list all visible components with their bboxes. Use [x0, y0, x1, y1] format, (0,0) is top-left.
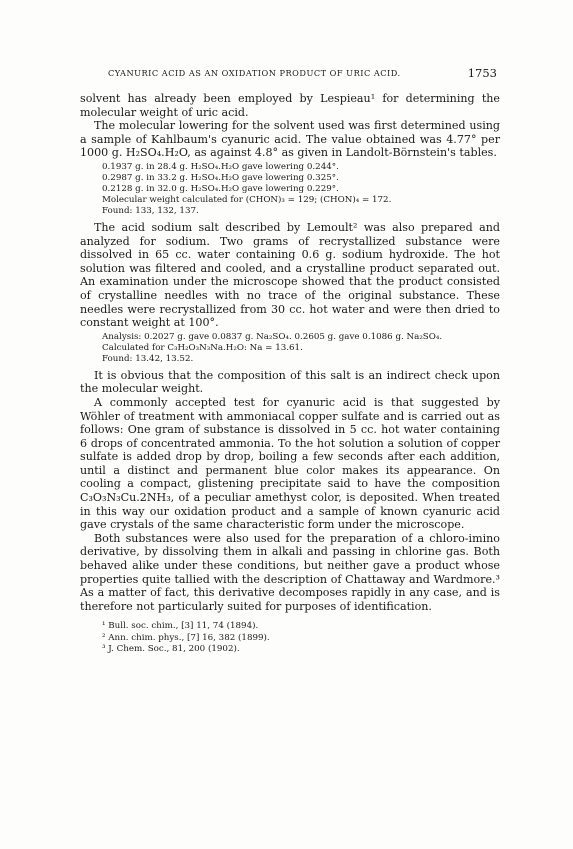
- footnote: ¹ Bull. soc. chim., [3] 11, 74 (1894).: [102, 621, 259, 632]
- running-head: CYANURIC ACID AS AN OXIDATION PRODUCT OF URIC ACID.: [108, 68, 401, 78]
- data-line: Molecular weight calculated for (CHON)₃ = 129; (CHON)₄ = 172.: [102, 194, 392, 205]
- data-line: Analysis: 0.2027 g. gave 0.0837 g. Na₂SO₄. 0.2605 g. gave 0.1086 g. Na₂SO₄.: [102, 331, 443, 342]
- footnote: ³ J. Chem. Soc., 81, 200 (1902).: [102, 644, 240, 655]
- data-line: 0.2128 g. in 32.0 g. H₂SO₄.H₂O gave lowering 0.229°.: [102, 183, 339, 194]
- freezing-point-data: [102, 162, 500, 217]
- paragraph-molecular-lowering: The molecular lowering for the solvent used was first determined using a sample of Kahlbaum's cyanuric acid. The value obtained was 4.77° per 1000 g. H₂SO₄.H₂O, as against 4.8° as given in Landolt-Börnstein's tables.: [80, 119, 500, 160]
- data-line: Found: 13.42, 13.52.: [102, 353, 194, 364]
- paragraph-wohler-test: A commonly accepted test for cyanuric acid is that suggested by Wöhler of treatment with ammoniacal copper sulfate and is carried out as follows: One gram of substance is dissolved in 5 cc. hot water containing 6 drops of concentrated ammonia. To the hot solution a solution of copper sulfate is added drop by drop, boiling a few seconds after each addition, until a distinct and permanent blue color makes its appearance. On cooling a compact, glistening precipitate said to have the composition C₃O₃N₃Cu.2NH₃, of a peculiar amethyst color, is deposited. When treated in this way our oxidation product and a sample of known cyanuric acid gave crystals of the same characteristic form under the microscope.: [80, 395, 500, 532]
- page-number: 1753: [467, 66, 497, 80]
- paragraph-chloro-imino: Both substances were also used for the preparation of a chloro-imino derivative, by dissolving them in alkali and passing in chlorine gas. Both behaved alike under these conditions, but neither gave a product whose properties quite tallied with the description of Chattaway and Wardmore.³ As a matter of fact, this derivative decomposes rapidly in any case, and is therefore not particularly suited for purposes of identification.: [80, 531, 500, 613]
- footnotes: [102, 621, 500, 656]
- data-line: 0.2987 g. in 33.2 g. H₂SO₄.H₂O gave lowering 0.325°.: [102, 172, 339, 183]
- data-line: Calculated for C₃H₂O₃N₃Na.H₂O: Na = 13.61.: [102, 342, 303, 353]
- data-line: 0.1937 g. in 28.4 g. H₂SO₄.H₂O gave lowering 0.244°.: [102, 161, 339, 172]
- data-line: Found: 133, 132, 137.: [102, 205, 199, 216]
- paragraph-continuation: solvent has already been employed by Lespieau¹ for determining the molecular weight of uric acid.: [80, 92, 500, 119]
- paragraph-sodium-salt: The acid sodium salt described by Lemoult² was also prepared and analyzed for sodium. Two grams of recrystallized substance were dissolved in 65 cc. water containing 0.6 g. sodium hydroxide. The hot solution was filtered and cooled, and a crystalline product separated out. An examination under the microscope showed that the product consisted of crystalline needles with no trace of the original substance. These needles were recrystallized from 30 cc. hot water and were then dried to constant weight at 100°.: [80, 220, 500, 330]
- paragraph-indirect-check: It is obvious that the composition of this salt is an indirect check upon the molecular weight.: [80, 368, 500, 396]
- page-header: [108, 66, 497, 82]
- article-body: [80, 92, 500, 656]
- sodium-analysis-data: [102, 332, 500, 365]
- footnote: ² Ann. chim. phys., [7] 16, 382 (1899).: [102, 632, 270, 643]
